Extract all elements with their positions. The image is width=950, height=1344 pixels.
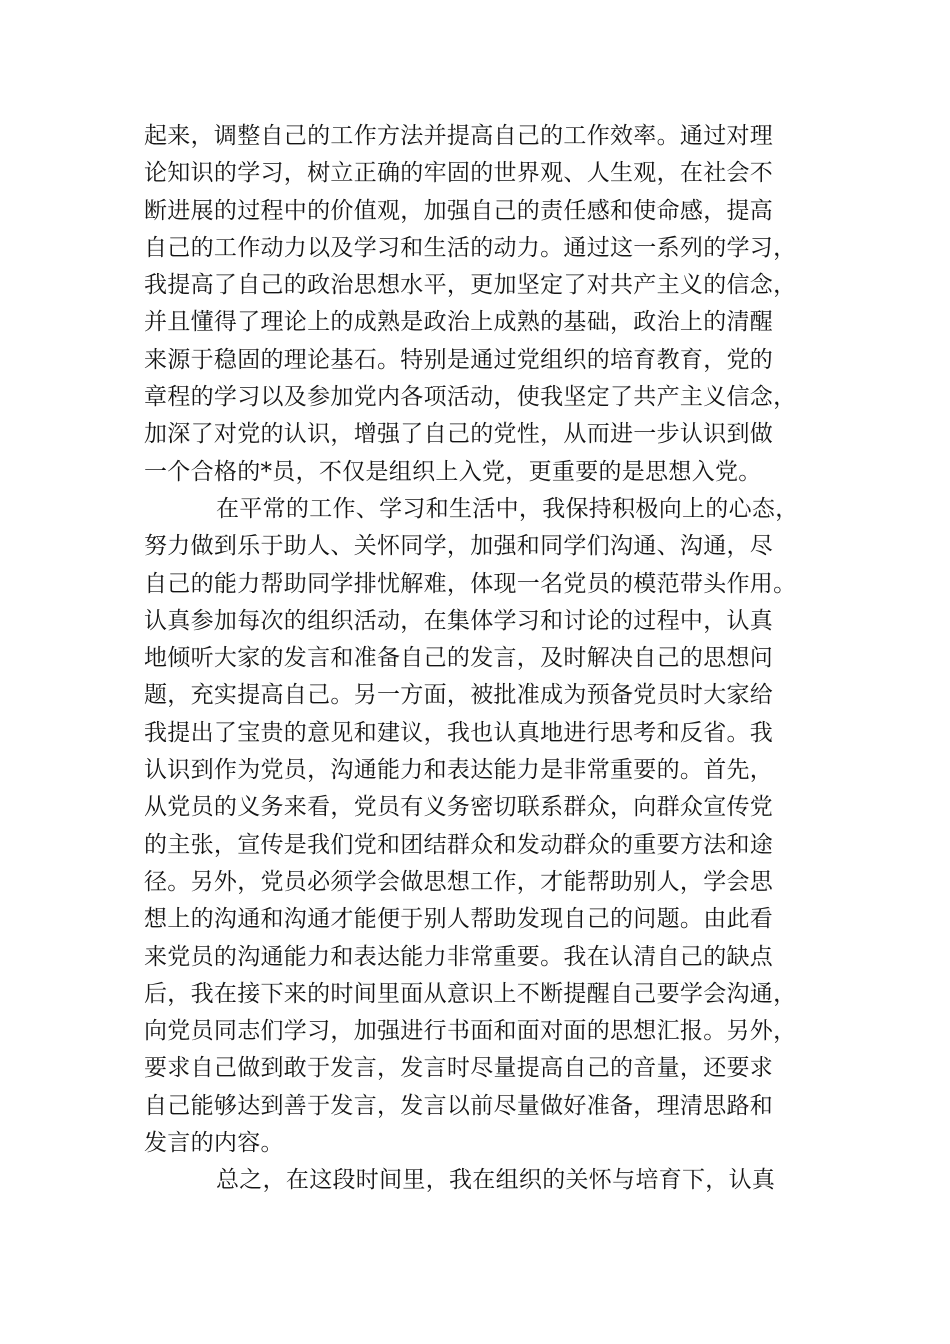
text-line: 认真参加每次的组织活动，在集体学习和讨论的过程中，认真 [144, 607, 774, 634]
text-line: 认识到作为党员，沟通能力和表达能力是非常重要的。首先， [144, 757, 774, 784]
paragraph-first-line: 在平常的工作、学习和生活中，我保持积极向上的心态， [216, 495, 799, 522]
text-line: 发言的内容。 [144, 1130, 284, 1157]
text-line: 想上的沟通和沟通才能便于别人帮助发现自己的问题。由此看 [144, 906, 774, 933]
text-line: 自己的工作动力以及学习和生活的动力。通过这一系列的学习， [144, 234, 797, 261]
text-line: 一个合格的*员，不仅是组织上入党，更重要的是思想入党。 [144, 458, 762, 485]
text-line: 的主张，宣传是我们党和团结群众和发动群众的重要方法和途 [144, 831, 774, 858]
text-line: 我提高了自己的政治思想水平，更加坚定了对共产主义的信念， [144, 272, 797, 299]
text-line: 题，充实提高自己。另一方面，被批准成为预备党员时大家给 [144, 682, 774, 709]
text-line: 加深了对党的认识，增强了自己的党性，从而进一步认识到做 [144, 421, 774, 448]
paragraph-first-line: 总之，在这段时间里，我在组织的关怀与培育下，认真 [216, 1167, 776, 1194]
text-line: 要求自己做到敢于发言，发言时尽量提高自己的音量，还要求 [144, 1055, 774, 1082]
text-line: 论知识的学习，树立正确的牢固的世界观、人生观，在社会不 [144, 160, 774, 187]
text-line: 从党员的义务来看，党员有义务密切联系群众，向群众宣传党 [144, 794, 774, 821]
text-line: 来党员的沟通能力和表达能力非常重要。我在认清自己的缺点 [144, 943, 774, 970]
document-body-text [144, 118, 814, 1200]
text-line: 章程的学习以及参加党内各项活动，使我坚定了共产主义信念， [144, 384, 797, 411]
text-line: 起来，调整自己的工作方法并提高自己的工作效率。通过对理 [144, 123, 774, 149]
text-line: 努力做到乐于助人、关怀同学，加强和同学们沟通、沟通，尽 [144, 533, 774, 560]
text-line: 我提出了宝贵的意见和建议，我也认真地进行思考和反省。我 [144, 719, 774, 746]
text-line: 自己能够达到善于发言，发言以前尽量做好准备，理清思路和 [144, 1092, 774, 1119]
text-line: 并且懂得了理论上的成熟是政治上成熟的基础，政治上的清醒 [144, 309, 774, 336]
text-line: 向党员同志们学习，加强进行书面和面对面的思想汇报。另外， [144, 1018, 797, 1045]
text-line: 断进展的过程中的价值观，加强自己的责任感和使命感，提高 [144, 197, 774, 224]
text-line: 自己的能力帮助同学排忧解难，体现一名党员的模范带头作用。 [144, 570, 797, 597]
text-line: 来源于稳固的理论基石。特别是通过党组织的培育教育，党的 [144, 346, 774, 373]
text-line: 径。另外，党员必须学会做思想工作，才能帮助别人，学会思 [144, 868, 774, 895]
text-line: 地倾听大家的发言和准备自己的发言，及时解决自己的思想问 [144, 645, 774, 672]
text-line: 后，我在接下来的时间里面从意识上不断提醒自己要学会沟通， [144, 980, 797, 1007]
